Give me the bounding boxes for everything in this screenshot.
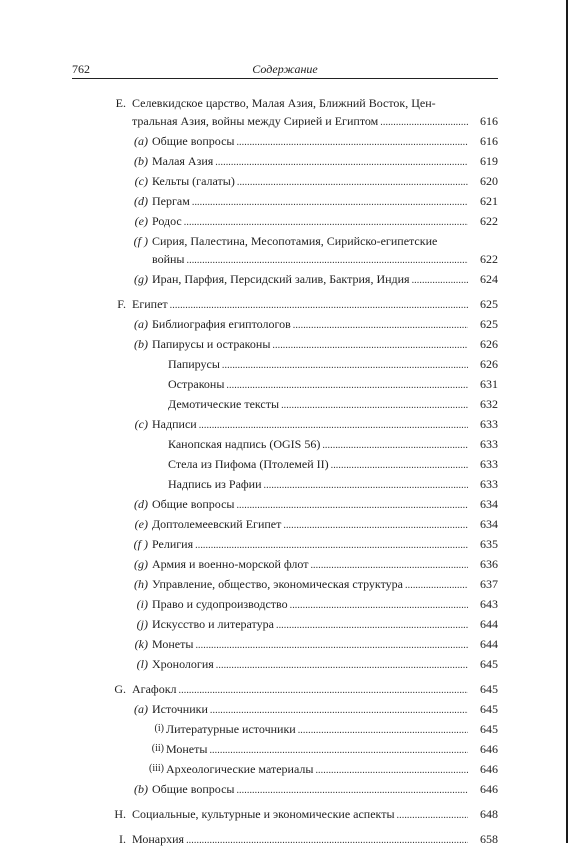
toc-entry-row: [152, 495, 498, 515]
toc-entry-label: (d): [134, 497, 148, 511]
toc-entry[interactable]: [110, 132, 498, 152]
toc-entry-page: 646: [480, 782, 498, 796]
toc-entry[interactable]: [110, 375, 498, 395]
toc-entry-row: [132, 112, 498, 132]
toc-entry[interactable]: [110, 760, 498, 780]
toc-entry-row: [166, 760, 498, 780]
toc-entry-label: (g): [134, 272, 148, 286]
toc-entry-title: Малая Азия: [152, 154, 214, 168]
dot-leader: [216, 657, 468, 675]
toc-entry-row: [152, 655, 498, 675]
toc-entry-row: [168, 355, 498, 375]
toc-entry[interactable]: [110, 192, 498, 212]
toc-entry-page: 624: [480, 272, 498, 286]
toc-entry-row: [152, 315, 498, 335]
toc-entry-row: [152, 212, 498, 232]
toc-entry-row: [152, 192, 498, 212]
dot-leader: [209, 742, 468, 760]
toc-entry-body: [132, 680, 498, 700]
toc-entry-row: [132, 830, 498, 850]
toc-entry-page: 633: [480, 477, 498, 491]
dot-leader: [290, 597, 468, 615]
toc-entry-body: [132, 94, 498, 132]
toc-entry-body: [166, 740, 498, 760]
dot-leader: [170, 297, 468, 315]
toc-entry-title: Египет: [132, 297, 168, 311]
toc-entry[interactable]: [110, 805, 498, 825]
toc-entry-title: Пергам: [152, 194, 190, 208]
toc-entry-title: Археологические материалы: [166, 762, 314, 776]
dot-leader: [293, 317, 468, 335]
toc-entry[interactable]: [110, 595, 498, 615]
toc-entry-page: 658: [480, 832, 498, 846]
toc-entry-label: (f ): [133, 537, 148, 551]
toc-entry-label: (k): [134, 637, 148, 651]
dot-leader: [226, 377, 468, 395]
toc-entry-label: E.: [115, 96, 126, 110]
toc-entry-page: 622: [480, 252, 498, 266]
dot-leader: [322, 437, 468, 455]
toc-entry-label: (a): [134, 317, 148, 331]
running-title: Содержание: [252, 62, 318, 76]
toc-entry[interactable]: [110, 635, 498, 655]
toc-entry[interactable]: [110, 515, 498, 535]
toc-entry-title: Источники: [152, 702, 208, 716]
toc-entry-title: Монархия: [132, 832, 185, 846]
dot-leader: [236, 782, 468, 800]
dot-leader: [272, 337, 468, 355]
toc-entry-label: (c): [134, 417, 148, 431]
toc-entry[interactable]: [110, 740, 498, 760]
dot-leader: [276, 617, 468, 635]
toc-entry-title: Папирусы: [168, 357, 220, 371]
toc-entry-body: [152, 132, 498, 152]
toc-entry-title: Общие вопросы: [152, 134, 235, 148]
toc-entry-label: (ii): [151, 743, 164, 754]
toc-entry-label: I.: [119, 832, 126, 846]
dot-leader: [283, 517, 468, 535]
toc-entry-row: [152, 700, 498, 720]
toc-entry[interactable]: [110, 355, 498, 375]
toc-entry-body: [168, 395, 498, 415]
toc-entry[interactable]: [110, 615, 498, 635]
toc-entry-label: (j): [136, 617, 148, 631]
toc-entry-label: (g): [134, 557, 148, 571]
toc-entry-label: (a): [134, 702, 148, 716]
toc-entry-title: тральная Азия, войны между Сирией и Египтом: [132, 114, 379, 128]
toc-entry-body: [152, 495, 498, 515]
toc-entry[interactable]: [110, 720, 498, 740]
toc-entry-page: 621: [480, 194, 498, 208]
toc-entry-title: Общие вопросы: [152, 782, 235, 796]
dot-leader: [186, 832, 468, 850]
dot-leader: [315, 762, 468, 780]
toc-entry-page: 644: [480, 637, 498, 651]
toc-entry-title: Право и судопроизводство: [152, 597, 288, 611]
toc-entry-page: 619: [480, 154, 498, 168]
dot-leader: [195, 537, 468, 555]
toc-entry-title: Библиография египтологов: [152, 317, 291, 331]
toc-entry-label: (h): [134, 577, 148, 591]
toc-entry-title: Армия и военно-морской флот: [152, 557, 309, 571]
dot-leader: [298, 722, 468, 740]
toc-entry-body: [152, 575, 498, 595]
toc-entry-body: [132, 830, 498, 850]
toc-entry-title: Социальные, культурные и экономические аспекты: [132, 807, 395, 821]
toc-entry-row: [152, 250, 498, 270]
toc-entry-page: 625: [480, 317, 498, 331]
dot-leader: [310, 557, 468, 575]
toc-entry-title: Стела из Пифома (Птолемей II): [168, 457, 329, 471]
toc-entry-page: 643: [480, 597, 498, 611]
toc-entry-row: [152, 335, 498, 355]
toc-entry-body: [132, 805, 498, 825]
toc-entry-row: [168, 375, 498, 395]
table-of-contents: [110, 94, 498, 850]
toc-entry-body: [152, 212, 498, 232]
toc-entry-title: Искусство и литература: [152, 617, 274, 631]
toc-entry[interactable]: [110, 152, 498, 172]
toc-entry-page: 646: [480, 742, 498, 756]
toc-entry-row: [152, 635, 498, 655]
toc-entry[interactable]: [110, 655, 498, 675]
toc-entry[interactable]: [110, 395, 498, 415]
dot-leader: [236, 497, 468, 515]
toc-entry-row: [168, 475, 498, 495]
toc-entry-title-line: Селевкидское царство, Малая Азия, Ближний Восток, Цен-: [132, 96, 436, 110]
running-header: [72, 62, 498, 76]
toc-entry-label: (l): [136, 657, 148, 671]
toc-entry-page: 632: [480, 397, 498, 411]
toc-entry-page: 645: [480, 682, 498, 696]
toc-entry[interactable]: [110, 270, 498, 290]
toc-entry-body: [168, 375, 498, 395]
dot-leader: [405, 577, 468, 595]
toc-entry-label: F.: [117, 297, 126, 311]
toc-entry-row: [166, 720, 498, 740]
toc-entry-page: 626: [480, 337, 498, 351]
toc-entry-body: [152, 555, 498, 575]
toc-entry-page: 635: [480, 537, 498, 551]
toc-entry-body: [152, 535, 498, 555]
toc-entry-label: G.: [114, 682, 126, 696]
toc-entry-body: [168, 435, 498, 455]
toc-entry-page: 620: [480, 174, 498, 188]
toc-entry-title: Демотические тексты: [168, 397, 280, 411]
toc-entry-body: [152, 780, 498, 800]
dot-leader: [179, 682, 468, 700]
toc-entry-page: 634: [480, 517, 498, 531]
toc-entry-label: H.: [114, 807, 126, 821]
dot-leader: [199, 417, 468, 435]
toc-entry-page: 648: [480, 807, 498, 821]
toc-entry-label: (e): [134, 214, 148, 228]
toc-entry[interactable]: [110, 575, 498, 595]
dot-leader: [195, 637, 468, 655]
toc-entry-page: 633: [480, 417, 498, 431]
toc-entry-row: [166, 740, 498, 760]
toc-entry-row: [168, 435, 498, 455]
toc-entry-row: [132, 295, 498, 315]
toc-entry[interactable]: [110, 232, 498, 270]
toc-entry-title: Надпись из Рафии: [168, 477, 262, 491]
dot-leader: [281, 397, 468, 415]
toc-entry-title: Канопская надпись (OGIS 56): [168, 437, 321, 451]
toc-entry-row: [152, 555, 498, 575]
toc-entry-row: [152, 535, 498, 555]
toc-entry-title: Родос: [152, 214, 182, 228]
toc-entry[interactable]: [110, 475, 498, 495]
toc-entry-row: [152, 515, 498, 535]
toc-entry-page: 626: [480, 357, 498, 371]
toc-entry-page: 637: [480, 577, 498, 591]
toc-entry-page: 646: [480, 762, 498, 776]
dot-leader: [380, 114, 468, 132]
toc-entry-body: [152, 270, 498, 290]
toc-entry-label: (b): [134, 337, 148, 351]
toc-entry-page: 645: [480, 702, 498, 716]
toc-entry-page: 636: [480, 557, 498, 571]
toc-entry-title: Монеты: [152, 637, 194, 651]
toc-entry-page: 625: [480, 297, 498, 311]
toc-entry-page: 631: [480, 377, 498, 391]
page-number: 762: [72, 62, 90, 76]
toc-entry-row: [168, 455, 498, 475]
header-rule: [72, 78, 498, 79]
dot-leader: [222, 357, 468, 375]
dot-leader: [236, 134, 468, 152]
toc-entry-title: Папирусы и остраконы: [152, 337, 271, 351]
toc-entry[interactable]: [110, 780, 498, 800]
toc-entry-page: 645: [480, 657, 498, 671]
toc-entry-page: 634: [480, 497, 498, 511]
dot-leader: [397, 807, 468, 825]
toc-entry-row: [152, 415, 498, 435]
toc-entry-body: [168, 475, 498, 495]
dot-leader: [187, 252, 469, 270]
toc-entry[interactable]: [110, 212, 498, 232]
toc-entry-title: Религия: [152, 537, 194, 551]
toc-entry-title: Общие вопросы: [152, 497, 235, 511]
toc-entry-page: 633: [480, 437, 498, 451]
toc-entry[interactable]: [110, 335, 498, 355]
dot-leader: [192, 194, 468, 212]
toc-entry[interactable]: [110, 94, 498, 132]
toc-entry[interactable]: [110, 435, 498, 455]
toc-entry-title: Надписи: [152, 417, 197, 431]
toc-entry[interactable]: [110, 535, 498, 555]
toc-entry-row: [132, 680, 498, 700]
toc-entry-body: [152, 315, 498, 335]
toc-entry-body: [166, 720, 498, 740]
toc-entry-title: Управление, общество, экономическая структура: [152, 577, 404, 591]
toc-entry-title-line: Сирия, Палестина, Месопотамия, Сирийско-египетские: [152, 234, 438, 248]
toc-entry-body: [152, 700, 498, 720]
toc-entry-row: [152, 615, 498, 635]
toc-entry-row: [152, 132, 498, 152]
toc-entry[interactable]: [110, 680, 498, 700]
toc-entry-row: [168, 395, 498, 415]
toc-entry[interactable]: [110, 700, 498, 720]
toc-entry-label: (iii): [149, 763, 164, 774]
toc-entry-row: [152, 575, 498, 595]
toc-entry-page: 616: [480, 134, 498, 148]
toc-entry-body: [152, 192, 498, 212]
toc-entry-title: Литературные источники: [166, 722, 296, 736]
dot-leader: [264, 477, 468, 495]
toc-entry-title: Хронология: [152, 657, 214, 671]
dot-leader: [210, 702, 468, 720]
toc-entry-body: [152, 335, 498, 355]
toc-entry-body: [168, 355, 498, 375]
toc-entry-row: [152, 595, 498, 615]
toc-entry[interactable]: [110, 830, 498, 850]
toc-entry-body: [152, 615, 498, 635]
toc-entry-body: [166, 760, 498, 780]
toc-entry-page: 622: [480, 214, 498, 228]
toc-entry-label: (b): [134, 154, 148, 168]
toc-entry-title: Кельты (галаты): [152, 174, 235, 188]
toc-entry-page: 633: [480, 457, 498, 471]
toc-entry-page: 645: [480, 722, 498, 736]
toc-entry-body: [152, 655, 498, 675]
toc-entry-label: (d): [134, 194, 148, 208]
toc-entry[interactable]: [110, 315, 498, 335]
toc-entry-title: Агафокл: [132, 682, 177, 696]
dot-leader: [331, 457, 468, 475]
toc-entry-label: (i): [136, 597, 148, 611]
toc-entry-title: Доптолемеевский Египет: [152, 517, 282, 531]
toc-entry-body: [152, 515, 498, 535]
toc-entry-page: 644: [480, 617, 498, 631]
toc-entry-row: [132, 805, 498, 825]
toc-entry-body: [152, 415, 498, 435]
toc-entry-body: [152, 172, 498, 192]
toc-entry-body: [152, 152, 498, 172]
toc-entry-body: [132, 295, 498, 315]
toc-entry-body: [152, 635, 498, 655]
toc-entry-label: (e): [134, 517, 148, 531]
toc-entry-row: [152, 172, 498, 192]
toc-entry-label: (a): [134, 134, 148, 148]
toc-entry[interactable]: [110, 455, 498, 475]
toc-entry-row: [152, 780, 498, 800]
toc-entry-row: [152, 152, 498, 172]
toc-entry-title: Монеты: [166, 742, 208, 756]
toc-entry-label: (b): [134, 782, 148, 796]
toc-entry-body: [152, 232, 498, 270]
toc-entry[interactable]: [110, 295, 498, 315]
toc-entry-body: [152, 595, 498, 615]
toc-entry-label: (i): [154, 723, 164, 734]
dot-leader: [237, 174, 468, 192]
dot-leader: [184, 214, 468, 232]
toc-entry[interactable]: [110, 555, 498, 575]
toc-entry[interactable]: [110, 172, 498, 192]
toc-entry-title: войны: [152, 252, 185, 266]
toc-entry-row: [152, 270, 498, 290]
toc-entry-title: Иран, Парфия, Персидский залив, Бактрия, Индия: [152, 272, 410, 286]
toc-entry-label: (f ): [133, 234, 148, 248]
dot-leader: [412, 272, 468, 290]
toc-entry-label: (c): [134, 174, 148, 188]
toc-entry[interactable]: [110, 495, 498, 515]
toc-entry[interactable]: [110, 415, 498, 435]
toc-entry-body: [168, 455, 498, 475]
toc-entry-title: Остраконы: [168, 377, 225, 391]
toc-entry-page: 616: [480, 114, 498, 128]
dot-leader: [215, 154, 468, 172]
